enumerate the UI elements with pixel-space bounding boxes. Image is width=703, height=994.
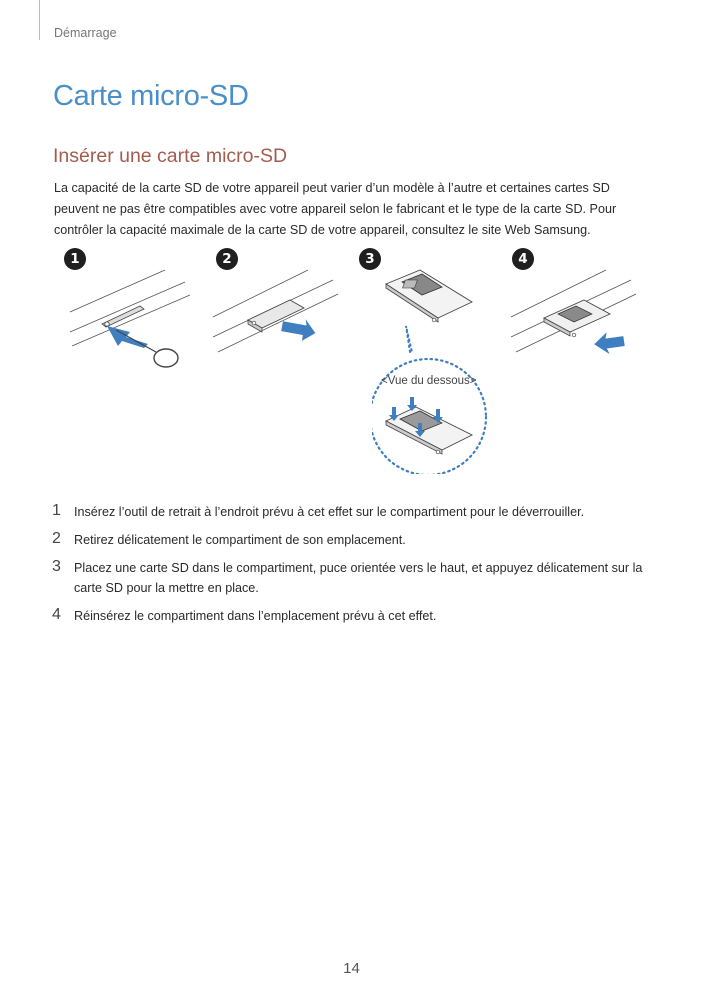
tray-reinsert-illustration — [506, 262, 646, 377]
step-number: 2 — [52, 530, 61, 547]
intro-paragraph: La capacité de la carte SD de votre appareil peut varier d’un modèle à l’autre et certaines cartes SD peuvent ne pas être compatibles avec votre appareil selon le fabricant et le type de la carte SD. Pour contrôler la capacité maximale de la carte SD de votre appareil, consultez le site Web Samsung. — [54, 181, 617, 237]
list-item — [52, 556, 652, 598]
page-number: 14 — [343, 960, 360, 977]
list-item — [52, 528, 652, 550]
list-item — [52, 604, 652, 626]
step-text: Insérez l’outil de retrait à l’endroit prévu à cet effet sur le compartiment pour le déverrouiller. — [74, 505, 585, 519]
step-number: 1 — [52, 502, 61, 519]
page-title: Carte micro-SD — [53, 80, 249, 112]
step-text: Placez une carte SD dans le compartiment, puce orientée vers le haut, et appuyez délicatement sur la carte SD pour la mettre en place. — [74, 561, 643, 595]
section-subtitle: Insérer une carte micro-SD — [53, 145, 288, 167]
underside-view-label: <Vue du dessous> — [381, 375, 477, 387]
steps-list — [52, 500, 652, 632]
header-rule — [39, 0, 40, 40]
step-badge-1: 1 — [64, 248, 86, 270]
eject-pin-illustration — [60, 262, 195, 377]
list-item — [52, 500, 652, 522]
tray-removal-illustration — [208, 262, 343, 377]
step-badge-3: 3 — [359, 248, 381, 270]
section-label: Démarrage — [54, 26, 117, 40]
step-number: 4 — [52, 606, 61, 623]
step-number: 3 — [52, 558, 61, 575]
step-text: Réinsérez le compartiment dans l’emplacement prévu à cet effet. — [74, 609, 437, 623]
step-badge-2: 2 — [216, 248, 238, 270]
step-badge-4: 4 — [512, 248, 534, 270]
underside-view-illustration — [382, 395, 477, 465]
step-text: Retirez délicatement le compartiment de son emplacement. — [74, 533, 406, 547]
